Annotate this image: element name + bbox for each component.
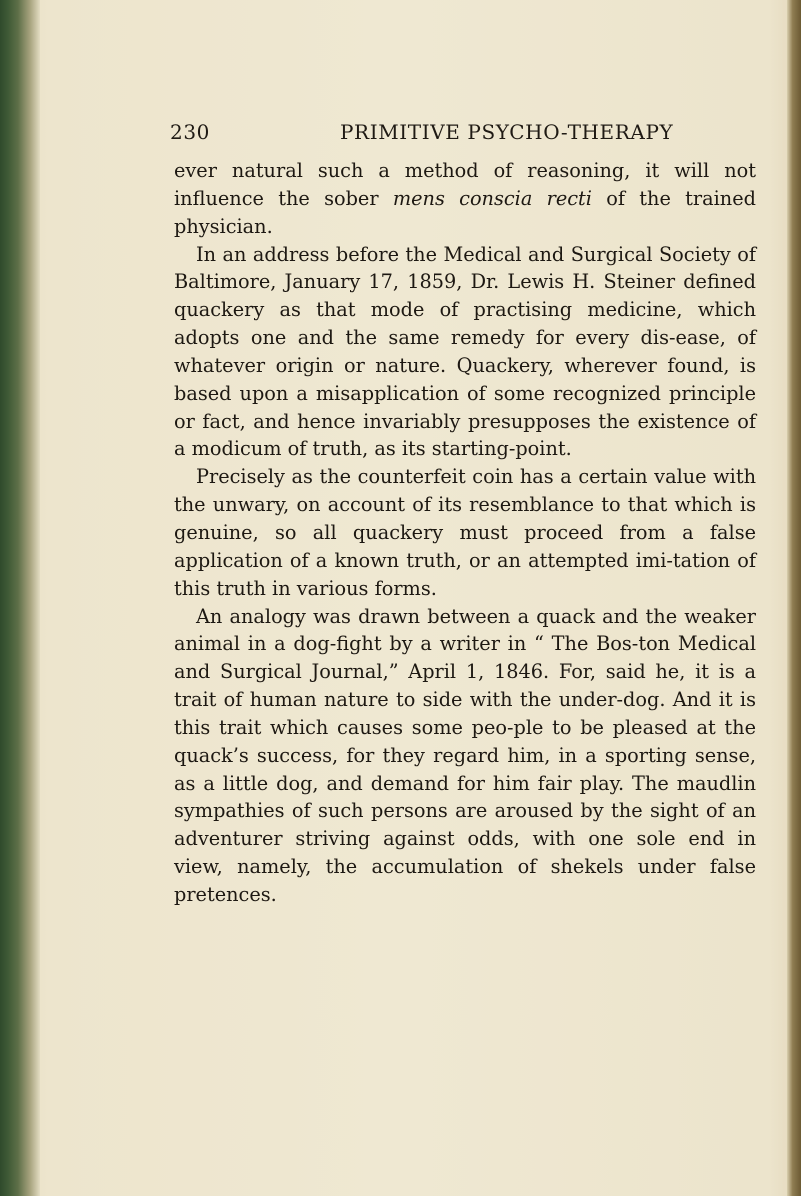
body-text: [174, 157, 756, 909]
running-head: PRIMITIVE PSYCHO-THERAPY: [340, 120, 674, 144]
paragraph-1: [174, 157, 756, 241]
paragraph-3: Precisely as the counterfeit coin has a certain value with the unwary, on account of its resemblance to that which is genuine, so all quackery must proceed from a false application of a known truth, or an attempted imi-tation of this truth in various forms.: [174, 465, 756, 600]
paragraph-4: An analogy was drawn between a quack and the weaker animal in a dog-fight by a writer in “ The Bos-ton Medical and Surgical Journal,” April 1, 1846. For, said he, it is a trait of human nature to side with the under-dog. And it is this trait which causes some peo-ple to be pleased at the quack’s success, for they regard him, in a sporting sense, as a little dog, and demand for him fair play. The maudlin sympathies of such persons are aroused by the sight of an adventurer striving against odds, with one sole end in view, namely, the accumulation of shekels under false pretences.: [174, 604, 756, 906]
paragraph-2: In an address before the Medical and Surgical Society of Baltimore, January 17, 1859, Dr. Lewis H. Steiner defined quackery as that mode of practising medicine, which adopts one and the same remedy for every dis-ease, of whatever origin or nature. Quackery, wherever found, is based upon a misapplication of some recognized principle or fact, and hence invariably presupposes the existence of a modicum of truth, as its starting-point.: [174, 242, 756, 461]
page-edge: [787, 0, 801, 1196]
paragraph-1-text-a: ever natural such a method of reasoning, it will not influence the sober: [174, 159, 756, 210]
latin-phrase: mens conscia recti: [392, 186, 592, 210]
page-number: 230: [170, 120, 210, 144]
paragraph-1-text-b: of the trained physician.: [174, 186, 756, 238]
page-binding-shadow: [0, 0, 40, 1196]
